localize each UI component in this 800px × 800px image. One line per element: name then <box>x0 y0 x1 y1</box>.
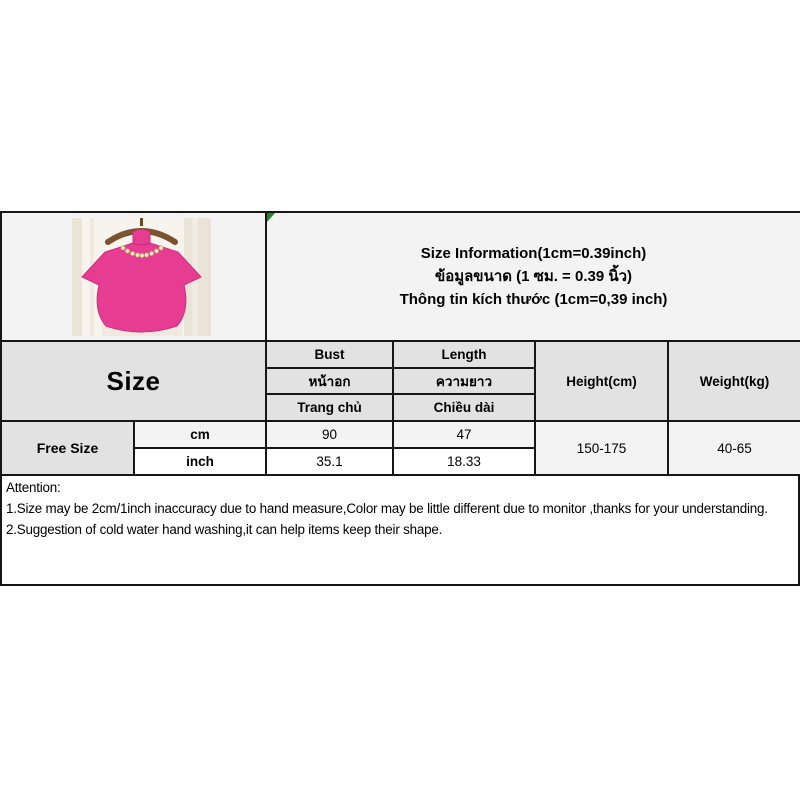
attention-note-2: 2.Suggestion of cold water hand washing,it can help items keep their shape. <box>6 521 443 537</box>
col-header-length-vi: Chiều dài <box>393 394 535 421</box>
col-header-bust-th: หน้าอก <box>266 368 393 394</box>
size-information-cell <box>266 212 800 341</box>
bust-inch-value: 35.1 <box>266 448 393 475</box>
bust-cm-value: 90 <box>266 421 393 448</box>
unit-label-cm: cm <box>134 421 266 448</box>
size-header: Size <box>1 341 266 421</box>
product-photo-cell <box>1 212 266 341</box>
col-header-bust-vi: Trang chủ <box>266 394 393 421</box>
product-photo <box>72 218 211 336</box>
length-inch-value: 18.33 <box>393 448 535 475</box>
size-chart-content <box>0 211 800 586</box>
weight-range-value: 40-65 <box>668 421 800 475</box>
col-header-height: Height(cm) <box>535 341 668 421</box>
size-table <box>0 211 800 476</box>
row-header-free-size: Free Size <box>1 421 134 475</box>
col-header-length-en: Length <box>393 341 535 368</box>
size-info-title-en: Size Information(1cm=0.39inch) <box>420 245 647 262</box>
unit-label-inch: inch <box>134 448 266 475</box>
attention-note-1: 1.Size may be 2cm/1inch inaccuracy due to hand measure,Color may be little different due to monitor ,thanks for your understanding. <box>6 500 768 516</box>
col-header-bust-en: Bust <box>266 341 393 368</box>
attention-section <box>0 476 800 586</box>
length-cm-value: 47 <box>393 421 535 448</box>
pink-top-illustration <box>72 218 211 336</box>
height-range-value: 150-175 <box>535 421 668 475</box>
green-corner-flag-icon <box>267 213 275 222</box>
size-info-title-vi: Thông tin kích thước (1cm=0,39 inch) <box>399 291 668 308</box>
col-header-weight: Weight(kg) <box>668 341 800 421</box>
attention-title: Attention: <box>6 480 61 495</box>
size-info-title-th: ข้อมูลขนาด (1 ซม. = 0.39 นิ้ว) <box>434 268 633 285</box>
col-header-length-th: ความยาว <box>393 368 535 394</box>
